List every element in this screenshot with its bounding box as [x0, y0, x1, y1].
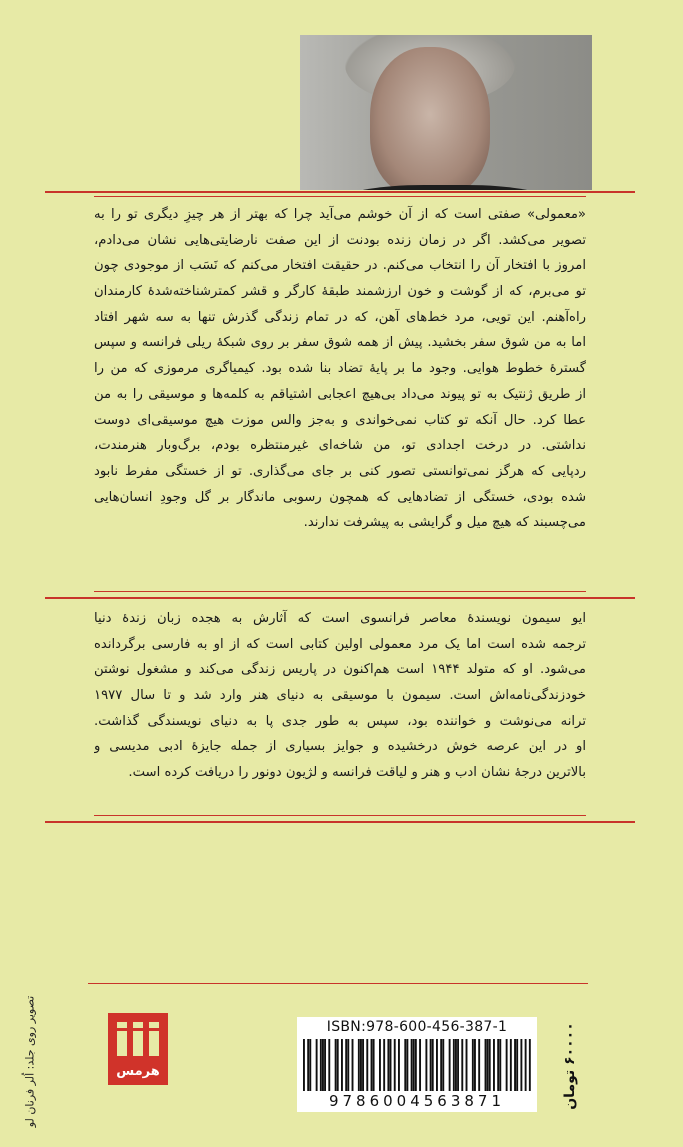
top-divider-1 — [45, 191, 635, 193]
quote-line: «معمولی» صفتی است که از آن خوشم می‌آید چرا که بهتر از هر چیزِ دیگری تو را به — [94, 207, 586, 222]
author-bio-paragraph — [94, 606, 586, 786]
quote-line: می‌چسبند که هیچ میل و گرایشی به پیشرفت ندارند. — [303, 515, 586, 531]
publisher-logo — [108, 1013, 168, 1085]
isbn-label: ISBN:978-600-456-387-1 — [326, 1019, 508, 1035]
quote-line: اما به من شوق سفر بخشید. پیش از همه شوق سفر بر روی شبکهٔ ریلی فرانسه و سپس — [94, 335, 586, 351]
quote-line: شده بودی، خستگی از تضادهایی که همچون رسوبی ماندگار بر گل وجودِ انسان‌هایی — [94, 489, 586, 505]
bio-line: ترانه می‌نوشت و خواننده بود، سپس به طور جدی پا به دنیای نویسندگی گذاشت. — [94, 713, 586, 729]
bio-line: او در این عرصه خوش درخشیده و جوایز بسیاری از جمله جایزهٔ ادبی مدیسی و — [94, 739, 586, 755]
isbn-barcode — [297, 1017, 537, 1112]
publisher-logo-icon — [117, 1022, 159, 1056]
quote-line: تو می‌برم، که از گوشت و خون ارزشمند طبقهٔ کارگر و قشر کمترشناخته‌شدهٔ کارمندان — [94, 284, 586, 300]
quote-paragraph — [94, 202, 586, 536]
bio-line: بالاترین درجهٔ نشان ادب و هنر و لیاقت فرانسه و لژیون دونور را دریافت کرده است. — [128, 765, 586, 781]
bio-line: می‌شود. او که متولد ۱۹۴۴ است هم‌اکنون در پاریس زندگی می‌کند و مشغول نوشتن — [94, 662, 586, 678]
middle-divider-2 — [45, 597, 635, 599]
author-photo — [300, 35, 592, 190]
barcode-bars — [303, 1039, 531, 1091]
ean-digits: 9786004563871 — [328, 1092, 506, 1110]
quote-line: راه‌آهنم. این تویی، مرد خط‌های آهن، که در تمام زندگی گذرش تنها به سه شهر افتاد — [94, 309, 586, 325]
footer-divider — [88, 983, 588, 984]
cover-credit: تصویر روی جلد: اُلر فرنان لو — [23, 995, 37, 1128]
top-divider-2 — [94, 196, 586, 197]
bio-line: ایو سیمون نویسندهٔ معاصر فرانسوی است که آثارش به هجده زبان زندهٔ دنیا — [94, 611, 586, 626]
bio-line: ترجمه شده است اما یک مرد معمولی اولین کتابی است که از او به فارسی برگردانده — [94, 636, 586, 652]
price-label: ۶۰۰۰۰ تومان — [562, 1022, 578, 1110]
author-photo-face — [370, 47, 490, 190]
author-photo-shirt — [340, 185, 550, 190]
quote-line: ردپایی که هرگز نمی‌توانستی تصور کنی بر جای می‌گذاری. تو از خستگی مفرط نابود — [94, 463, 586, 479]
bottom-divider-1 — [94, 815, 586, 816]
publisher-name: هرمس — [116, 1064, 160, 1079]
bio-line: خودزندگی‌نامه‌اش است. سیمون با موسیقی به دنیای هنر وارد شد و تا سال ۱۹۷۷ — [94, 688, 586, 704]
quote-line: از طریق ژنتیک به تو پیوند می‌داد بی‌هیچ اعجابی اشتیاقم به کلمه‌ها و موسیقی را به من — [94, 386, 586, 402]
quote-line: عطا کرد. حال آنکه تو کتاب نمی‌خواندی و به‌جز والس موزت هیچ موسیقی‌ای دوست — [94, 412, 586, 428]
bottom-divider-2 — [45, 821, 635, 823]
quote-line: گسترهٔ خطوط هوایی. وجود ما بر پایهٔ تضاد بنا شده بود. کیمیاگری مرموزی که من را — [94, 361, 586, 377]
quote-line: امروز با افتخار آن را انتخاب می‌کنم. در حقیقت افتخار می‌کنم که نَسَب از موجودی چون — [94, 258, 586, 274]
quote-line: نداشتی. در درخت اجدادی تو، من شاخه‌ای غیرمنتظره بودم، برگ‌وبار هنرمندت، — [94, 438, 586, 454]
quote-line: تصویر می‌کشد. اگر در زمان زنده بودنت از این صفت نارضایتی‌هایی نشان می‌دادم، — [94, 232, 586, 248]
middle-divider-1 — [94, 591, 586, 592]
